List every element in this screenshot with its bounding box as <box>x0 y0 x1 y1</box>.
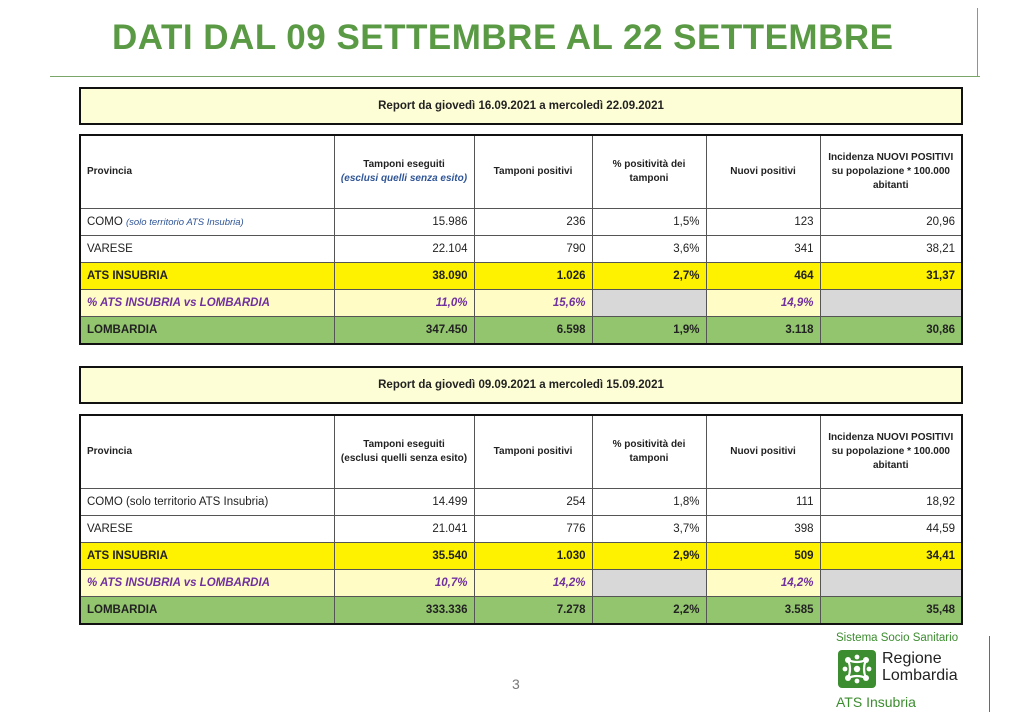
rosa-camuna-icon <box>838 650 876 688</box>
row-label: LOMBARDIA <box>80 597 334 625</box>
cell-incidenza: 38,21 <box>820 236 962 263</box>
cell-tamponi-eseguiti: 15.986 <box>334 209 474 236</box>
cell-nuovi-positivi: 3.585 <box>706 597 820 625</box>
table-row-varese <box>80 236 962 263</box>
cell-tamponi-positivi: 1.030 <box>474 543 592 570</box>
cell-tamponi-eseguiti: 347.450 <box>334 317 474 345</box>
cell-nuovi-positivi: 3.118 <box>706 317 820 345</box>
cell-positivita-empty <box>592 290 706 317</box>
page-number: 3 <box>512 676 520 692</box>
header-provincia: Provincia <box>80 415 334 489</box>
cell-tamponi-positivi: 1.026 <box>474 263 592 290</box>
table-row-lombardia <box>80 597 962 625</box>
header-tamponi-positivi: Tamponi positivi <box>474 415 592 489</box>
row-label-text: COMO <box>87 216 123 228</box>
cell-nuovi-positivi: 14,9% <box>706 290 820 317</box>
row-label <box>80 209 334 236</box>
row-label: ATS INSUBRIA <box>80 543 334 570</box>
cell-nuovi-positivi: 14,2% <box>706 570 820 597</box>
cell-incidenza: 30,86 <box>820 317 962 345</box>
cell-tamponi-positivi: 14,2% <box>474 570 592 597</box>
cell-tamponi-eseguiti: 11,0% <box>334 290 474 317</box>
cell-positivita: 1,5% <box>592 209 706 236</box>
table-row-ats-insubria <box>80 263 962 290</box>
header-tamponi-eseguiti-note: (esclusi quelli senza esito) <box>340 453 468 464</box>
table-row-varese <box>80 516 962 543</box>
cell-nuovi-positivi: 341 <box>706 236 820 263</box>
cell-positivita: 1,9% <box>592 317 706 345</box>
header-nuovi-positivi: Nuovi positivi <box>706 415 820 489</box>
table-row-pct-ats-vs-lombardia <box>80 290 962 317</box>
logo-name-line2: Lombardia <box>882 667 958 684</box>
cell-positivita-empty <box>592 570 706 597</box>
table-row-como <box>80 489 962 516</box>
row-label: % ATS INSUBRIA vs LOMBARDIA <box>80 290 334 317</box>
cell-tamponi-positivi: 15,6% <box>474 290 592 317</box>
table-header-row <box>80 415 962 489</box>
report-1-period-box: Report da giovedì 16.09.2021 a mercoledì 22.09.2021 <box>79 87 963 125</box>
cell-tamponi-positivi: 790 <box>474 236 592 263</box>
report-1-table <box>79 134 963 345</box>
cell-tamponi-positivi: 776 <box>474 516 592 543</box>
report-2-table <box>79 414 963 625</box>
cell-tamponi-eseguiti: 10,7% <box>334 570 474 597</box>
cell-tamponi-eseguiti: 333.336 <box>334 597 474 625</box>
header-provincia: Provincia <box>80 135 334 209</box>
header-incidenza: Incidenza NUOVI POSITIVI su popolazione * 100.000 abitanti <box>820 135 962 209</box>
row-label: COMO (solo territorio ATS Insubria) <box>80 489 334 516</box>
cell-incidenza-empty <box>820 290 962 317</box>
cell-incidenza: 20,96 <box>820 209 962 236</box>
cell-tamponi-eseguiti: 35.540 <box>334 543 474 570</box>
regione-lombardia-logo <box>834 632 994 716</box>
logo-bottom-text: ATS Insubria <box>836 694 916 710</box>
table-row-como <box>80 209 962 236</box>
header-tamponi-eseguiti-label: Tamponi eseguiti <box>363 159 445 170</box>
header-positivita: % positività dei tamponi <box>592 135 706 209</box>
cell-incidenza: 44,59 <box>820 516 962 543</box>
page-title: DATI DAL 09 SETTEMBRE AL 22 SETTEMBRE <box>112 18 894 57</box>
cell-tamponi-positivi: 254 <box>474 489 592 516</box>
cell-nuovi-positivi: 111 <box>706 489 820 516</box>
cell-positivita: 3,6% <box>592 236 706 263</box>
table-row-pct-ats-vs-lombardia <box>80 570 962 597</box>
header-tamponi-eseguiti-label: Tamponi eseguiti <box>363 439 445 450</box>
cell-incidenza: 18,92 <box>820 489 962 516</box>
cell-tamponi-positivi: 236 <box>474 209 592 236</box>
header-tamponi-positivi: Tamponi positivi <box>474 135 592 209</box>
cell-incidenza-empty <box>820 570 962 597</box>
cell-positivita: 2,9% <box>592 543 706 570</box>
cell-positivita: 1,8% <box>592 489 706 516</box>
header-incidenza: Incidenza NUOVI POSITIVI su popolazione * 100.000 abitanti <box>820 415 962 489</box>
logo-top-text: Sistema Socio Sanitario <box>836 632 959 644</box>
logo-name <box>882 650 958 684</box>
title-vertical-divider <box>977 8 978 76</box>
cell-positivita: 2,2% <box>592 597 706 625</box>
header-nuovi-positivi: Nuovi positivi <box>706 135 820 209</box>
row-label: VARESE <box>80 516 334 543</box>
header-tamponi-eseguiti-note: (esclusi quelli senza esito) <box>340 173 468 184</box>
title-divider <box>50 76 980 77</box>
logo-name-line1: Regione <box>882 650 942 667</box>
cell-incidenza: 34,41 <box>820 543 962 570</box>
row-label-note: (solo territorio ATS Insubria) <box>125 217 244 228</box>
cell-tamponi-positivi: 6.598 <box>474 317 592 345</box>
header-tamponi-eseguiti <box>334 135 474 209</box>
cell-tamponi-eseguiti: 21.041 <box>334 516 474 543</box>
table-row-ats-insubria <box>80 543 962 570</box>
cell-tamponi-positivi: 7.278 <box>474 597 592 625</box>
cell-tamponi-eseguiti: 14.499 <box>334 489 474 516</box>
cell-positivita: 3,7% <box>592 516 706 543</box>
cell-incidenza: 35,48 <box>820 597 962 625</box>
table-row-lombardia <box>80 317 962 345</box>
row-label: VARESE <box>80 236 334 263</box>
cell-tamponi-eseguiti: 38.090 <box>334 263 474 290</box>
cell-tamponi-eseguiti: 22.104 <box>334 236 474 263</box>
header-positivita: % positività dei tamponi <box>592 415 706 489</box>
header-tamponi-eseguiti <box>334 415 474 489</box>
row-label: ATS INSUBRIA <box>80 263 334 290</box>
report-2-period-box: Report da giovedì 09.09.2021 a mercoledì 15.09.2021 <box>79 366 963 404</box>
cell-nuovi-positivi: 509 <box>706 543 820 570</box>
table-header-row <box>80 135 962 209</box>
cell-positivita: 2,7% <box>592 263 706 290</box>
row-label: % ATS INSUBRIA vs LOMBARDIA <box>80 570 334 597</box>
cell-nuovi-positivi: 398 <box>706 516 820 543</box>
cell-nuovi-positivi: 464 <box>706 263 820 290</box>
row-label: LOMBARDIA <box>80 317 334 345</box>
cell-nuovi-positivi: 123 <box>706 209 820 236</box>
cell-incidenza: 31,37 <box>820 263 962 290</box>
